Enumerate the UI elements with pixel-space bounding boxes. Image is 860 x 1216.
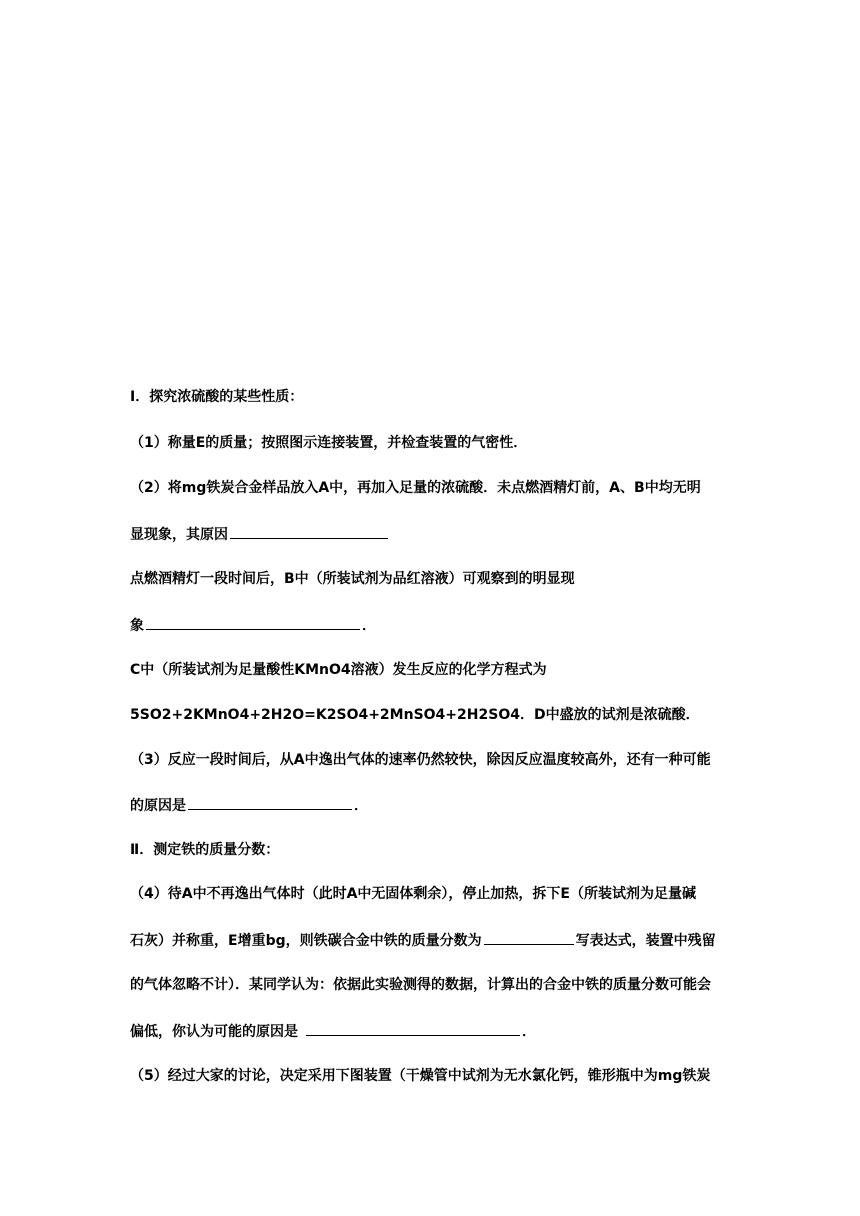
period: ． xyxy=(362,618,376,634)
step-2-observation-line xyxy=(130,615,740,636)
answer-blank-reason[interactable] xyxy=(230,524,388,539)
step-4-fraction-label: 石灰）并称重，E增重bg，则铁碳合金中铁的质量分数为 xyxy=(130,933,482,949)
section-1-heading: Ⅰ．探究浓硫酸的某些性质： xyxy=(130,389,304,405)
answer-blank-mass-fraction[interactable] xyxy=(484,930,574,945)
step-4-fraction-suffix: 写表达式，装置中残留 xyxy=(575,933,716,949)
step-1-text: （1）称量E的质量；按照图示连接装置，并检查装置的气密性． xyxy=(130,435,528,451)
step-3-reason-line xyxy=(130,795,740,816)
chemical-equation: 5SO2+2KMnO4+2H2O=K2SO4+2MnSO4+2H2SO4．D中盛放的试剂是浓硫酸． xyxy=(130,707,700,723)
step-4-cause-label: 偏低，你认为可能的原因是 xyxy=(130,1024,298,1040)
step-4-cause-line xyxy=(130,1021,740,1042)
section-2-heading: Ⅱ．测定铁的质量分数： xyxy=(130,842,280,858)
step-4-note-text: 的气体忽略不计）．某同学认为：依据此实验测得的数据，计算出的合金中铁的质量分数可能会 xyxy=(130,977,711,993)
step-2-text: （2）将mg铁炭合金样品放入A中，再加入足量的浓硫酸．未点燃酒精灯前，A、B中均无明 xyxy=(130,480,701,496)
period: ． xyxy=(354,798,368,814)
step-2-reason-line xyxy=(130,524,740,545)
answer-blank-observation[interactable] xyxy=(146,615,360,630)
step-2-observation-text: 点燃酒精灯一段时间后，B中（所装试剂为品红溶液）可观察到的明显现 xyxy=(130,571,575,587)
step-2-observation-label: 象 xyxy=(130,618,144,634)
step-3-text: （3）反应一段时间后，从A中逸出气体的速率仍然较快，除因反应温度较高外，还有一种可能 xyxy=(130,752,711,768)
step-3-reason-label: 的原因是 xyxy=(130,798,186,814)
answer-blank-other-reason[interactable] xyxy=(188,795,352,810)
answer-blank-low-cause[interactable] xyxy=(306,1021,520,1036)
step-4-fraction-line xyxy=(130,930,740,951)
c-reaction-text: C中（所装试剂为足量酸性KMnO4溶液）发生反应的化学方程式为 xyxy=(130,662,547,678)
step-5-text: （5）经过大家的讨论，决定采用下图装置（干燥管中试剂为无水氯化钙，锥形瓶中为mg铁炭 xyxy=(130,1068,711,1084)
period: ． xyxy=(522,1024,536,1040)
step-4-text: （4）待A中不再逸出气体时（此时A中无固体剩余），停止加热，拆下E（所装试剂为足量碱 xyxy=(130,886,696,902)
step-2-reason-label: 显现象，其原因 xyxy=(130,527,228,543)
